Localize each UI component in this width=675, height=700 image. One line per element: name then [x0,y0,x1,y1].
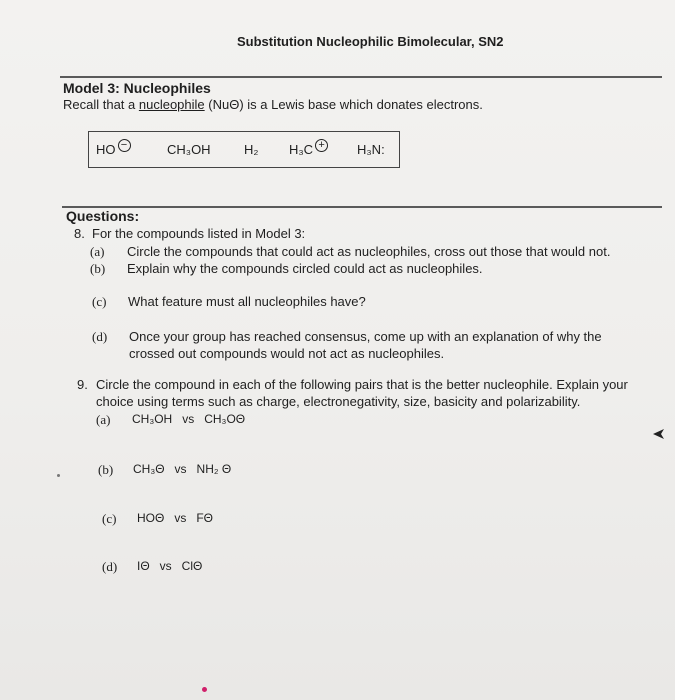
question-9d-label: (d) [102,559,118,574]
question-8d-text-line2: crossed out compounds would not act as nucleophiles. [129,346,445,361]
question-9-number: 9. [77,377,88,392]
question-8b-text: Explain why the compounds circled could act as nucleophiles. [127,261,483,276]
question-9a-label: (a) [96,412,111,427]
question-8c-label: (c) [92,294,107,309]
compound-ammonia[interactable]: H₃N: [357,142,385,157]
nucleophile-term: nucleophile [138,97,205,112]
question-8c-text: What feature must all nucleophiles have? [128,294,366,309]
compound-hydroxide[interactable] [96,139,131,158]
compound-methyl-cation[interactable] [289,139,328,158]
question-8d-text-line1: Once your group has reached consensus, come up with an explanation of why the [129,329,602,344]
model-title: Model 3: Nucleophiles [63,80,211,96]
compound-box [88,131,400,168]
cursor-arrow-icon [652,428,666,440]
question-9a-pair[interactable]: CH₃OH vs CH₃OΘ [132,412,246,426]
questions-heading: Questions: [66,208,140,224]
question-8-stem: For the compounds listed in Model 3: [92,226,306,241]
question-9d-pair[interactable]: IΘ vs ClΘ [137,559,203,573]
page-title: Substitution Nucleophilic Bimolecular, SN2 [237,34,504,49]
recall-sentence [63,97,483,112]
negative-charge-icon: − [118,139,131,152]
small-dot-mark [57,474,60,477]
question-9c-label: (c) [102,511,117,526]
question-9b-pair[interactable]: CH₃Θ vs NH₂ Θ [133,462,232,476]
compound-methyl-cation-formula: H₃C [289,142,314,157]
question-8-number: 8. [74,226,85,241]
section-divider [60,76,662,78]
compound-hydroxide-formula: HO [96,142,116,157]
question-9b-label: (b) [98,462,114,477]
question-8d-label: (d) [92,329,108,344]
positive-charge-icon: + [315,139,328,152]
recall-prefix: Recall that a [63,97,139,112]
question-8a-label: (a) [90,244,105,259]
compound-hydrogen[interactable]: H₂ [244,142,259,157]
question-9c-pair[interactable]: HOΘ vs FΘ [137,511,214,525]
section-divider [62,206,662,208]
question-8a-text: Circle the compounds that could act as nucleophiles, cross out those that would not. [127,244,611,259]
compound-methanol[interactable]: CH₃OH [167,142,211,157]
pink-dot-mark [202,687,207,692]
question-8b-label: (b) [90,261,106,276]
question-9-stem-line2: choice using terms such as charge, electronegativity, size, basicity and polarizability. [96,394,581,409]
recall-suffix: (NuΘ) is a Lewis base which donates electrons. [204,97,483,112]
question-9-stem-line1: Circle the compound in each of the following pairs that is the better nucleophile. Explain your [96,377,628,392]
